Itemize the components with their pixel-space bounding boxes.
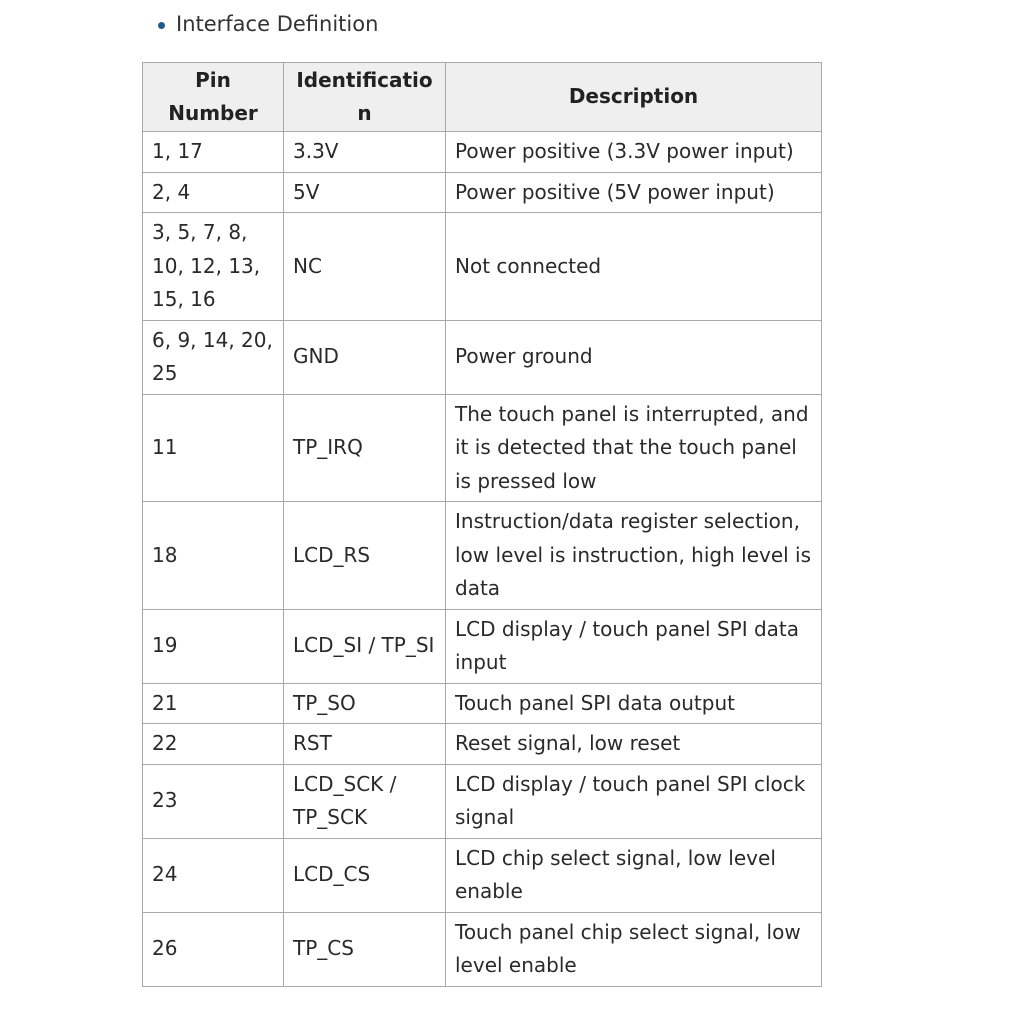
- pin-cell: 3, 5, 7, 8, 10, 12, 13, 15, 16: [143, 213, 284, 321]
- description-cell: Touch panel chip select signal, low level enable: [446, 912, 822, 986]
- identification-cell: LCD_RS: [284, 502, 446, 610]
- pin-cell: 22: [143, 724, 284, 765]
- identification-cell: NC: [284, 213, 446, 321]
- table-row: [143, 609, 822, 683]
- pin-cell: 6, 9, 14, 20, 25: [143, 320, 284, 394]
- description-cell: Touch panel SPI data output: [446, 683, 822, 724]
- identification-cell: LCD_SCK / TP_SCK: [284, 764, 446, 838]
- pin-cell: 21: [143, 683, 284, 724]
- table-row: [143, 912, 822, 986]
- identification-cell: TP_IRQ: [284, 394, 446, 502]
- section-title: Interface Definition: [176, 12, 379, 36]
- table-row: [143, 838, 822, 912]
- pin-cell: 2, 4: [143, 172, 284, 213]
- table-row: [143, 172, 822, 213]
- identification-cell: RST: [284, 724, 446, 765]
- header-identification: Identification: [284, 63, 446, 132]
- identification-cell: GND: [284, 320, 446, 394]
- pin-cell: 11: [143, 394, 284, 502]
- description-cell: The touch panel is interrupted, and it is detected that the touch panel is pressed low: [446, 394, 822, 502]
- table-header-row: [143, 63, 822, 132]
- identification-cell: TP_SO: [284, 683, 446, 724]
- table-row: [143, 683, 822, 724]
- pin-cell: 18: [143, 502, 284, 610]
- table-row: [143, 724, 822, 765]
- table-row: [143, 394, 822, 502]
- pin-cell: 19: [143, 609, 284, 683]
- table-row: [143, 213, 822, 321]
- description-cell: Instruction/data register selection, low level is instruction, high level is data: [446, 502, 822, 610]
- identification-cell: LCD_SI / TP_SI: [284, 609, 446, 683]
- bullet-icon: [158, 22, 165, 29]
- table-row: [143, 764, 822, 838]
- interface-table: [142, 62, 822, 987]
- table-row: [143, 502, 822, 610]
- description-cell: Not connected: [446, 213, 822, 321]
- description-cell: LCD display / touch panel SPI clock signal: [446, 764, 822, 838]
- header-pin-number: Pin Number: [143, 63, 284, 132]
- identification-cell: 5V: [284, 172, 446, 213]
- description-cell: Power positive (5V power input): [446, 172, 822, 213]
- pin-cell: 26: [143, 912, 284, 986]
- section-heading: [158, 8, 378, 40]
- identification-cell: TP_CS: [284, 912, 446, 986]
- identification-cell: LCD_CS: [284, 838, 446, 912]
- table-row: [143, 320, 822, 394]
- header-description: Description: [446, 63, 822, 132]
- identification-cell: 3.3V: [284, 132, 446, 173]
- pin-cell: 1, 17: [143, 132, 284, 173]
- description-cell: Power positive (3.3V power input): [446, 132, 822, 173]
- description-cell: Power ground: [446, 320, 822, 394]
- pin-cell: 23: [143, 764, 284, 838]
- pin-cell: 24: [143, 838, 284, 912]
- description-cell: LCD display / touch panel SPI data input: [446, 609, 822, 683]
- description-cell: LCD chip select signal, low level enable: [446, 838, 822, 912]
- description-cell: Reset signal, low reset: [446, 724, 822, 765]
- table-row: [143, 132, 822, 173]
